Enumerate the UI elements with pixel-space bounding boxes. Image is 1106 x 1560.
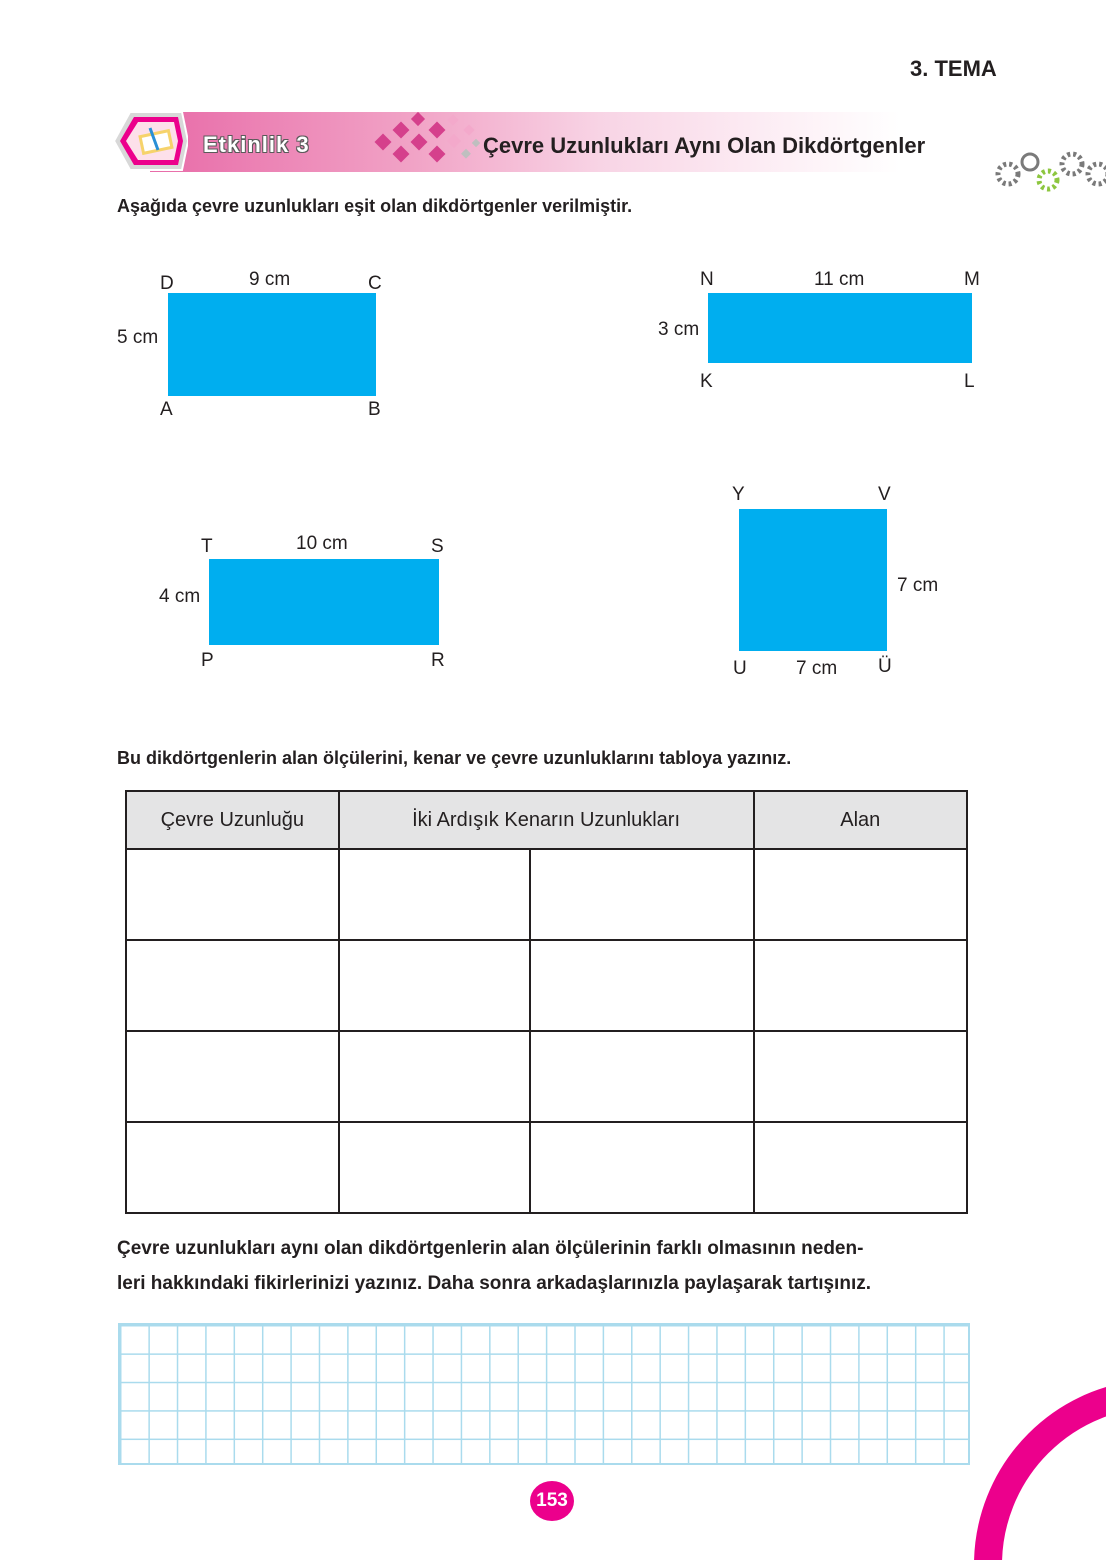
length-label: 7 cm: [897, 575, 939, 596]
table-row: [126, 849, 967, 940]
answer-cell[interactable]: [126, 940, 339, 1031]
page-number: 153: [530, 1481, 574, 1521]
vertex-label: C: [368, 273, 382, 294]
answer-cell[interactable]: [754, 1122, 967, 1213]
length-label: 4 cm: [159, 586, 201, 607]
header-side-lengths: İki Ardışık Kenarın Uzunlukları: [339, 791, 754, 849]
rectangle-abcd: [168, 293, 376, 396]
vertex-label: R: [431, 650, 445, 671]
vertex-label: Ü: [878, 656, 892, 677]
discussion-line-1: Çevre uzunlukları aynı olan dikdörtgenlerin alan ölçülerinin farklı olmasının neden-: [117, 1238, 864, 1259]
vertex-label: M: [964, 269, 980, 290]
length-label: 9 cm: [249, 269, 291, 290]
answer-cell[interactable]: [530, 849, 753, 940]
answer-cell[interactable]: [126, 849, 339, 940]
vertex-label: T: [201, 536, 213, 557]
table-row: [126, 1122, 967, 1213]
length-label: 3 cm: [658, 319, 700, 340]
vertex-label: A: [160, 399, 173, 420]
writing-grid[interactable]: [118, 1323, 970, 1465]
vertex-label: Y: [732, 484, 745, 505]
activity-label: Etkinlik 3: [203, 132, 310, 157]
square-uuvy: [739, 509, 887, 651]
answer-cell[interactable]: [530, 1031, 753, 1122]
answer-cell[interactable]: [339, 849, 531, 940]
answer-cell[interactable]: [754, 849, 967, 940]
length-label: 7 cm: [796, 658, 838, 679]
answer-cell[interactable]: [530, 940, 753, 1031]
vertex-label: B: [368, 399, 381, 420]
vertex-label: V: [878, 484, 891, 505]
vertex-label: P: [201, 650, 214, 671]
vertex-label: U: [733, 658, 747, 679]
answer-cell[interactable]: [754, 1031, 967, 1122]
answer-cell[interactable]: [126, 1031, 339, 1122]
answer-cell[interactable]: [339, 940, 531, 1031]
table-row: [126, 940, 967, 1031]
gears-icon: [994, 150, 1106, 196]
vertex-label: D: [160, 273, 174, 294]
vertex-label: L: [964, 371, 975, 392]
vertex-label: N: [700, 269, 714, 290]
header-perimeter: Çevre Uzunluğu: [126, 791, 339, 849]
answer-cell[interactable]: [126, 1122, 339, 1213]
theme-label: 3. TEMA: [910, 56, 997, 81]
vertex-label: K: [700, 371, 713, 392]
answer-cell[interactable]: [530, 1122, 753, 1213]
rectangle-klmn: [708, 293, 972, 363]
length-label: 11 cm: [814, 269, 865, 290]
answer-table: [125, 790, 968, 1214]
length-label: 5 cm: [117, 327, 159, 348]
rectangle-prst: [209, 559, 439, 645]
intro-text: Aşağıda çevre uzunlukları eşit olan dikdörtgenler verilmiştir.: [117, 196, 633, 216]
discussion-line-2: leri hakkındaki fikirlerinizi yazınız. Daha sonra arkadaşlarınızla paylaşarak tartışınız.: [117, 1273, 871, 1294]
length-label: 10 cm: [296, 533, 348, 554]
answer-cell[interactable]: [339, 1031, 531, 1122]
corner-arc-decoration: [970, 1370, 1106, 1560]
header-area: Alan: [754, 791, 967, 849]
answer-cell[interactable]: [754, 940, 967, 1031]
answer-cell[interactable]: [339, 1122, 531, 1213]
activity-title: Çevre Uzunlukları Aynı Olan Dikdörtgenler: [483, 133, 926, 158]
table-row: [126, 1031, 967, 1122]
activity-badge-icon: [112, 110, 188, 172]
vertex-label: S: [431, 536, 444, 557]
diamond-pattern-icon: [365, 110, 483, 172]
table-instruction: Bu dikdörtgenlerin alan ölçülerini, kenar ve çevre uzunluklarını tabloya yazınız.: [117, 748, 792, 768]
